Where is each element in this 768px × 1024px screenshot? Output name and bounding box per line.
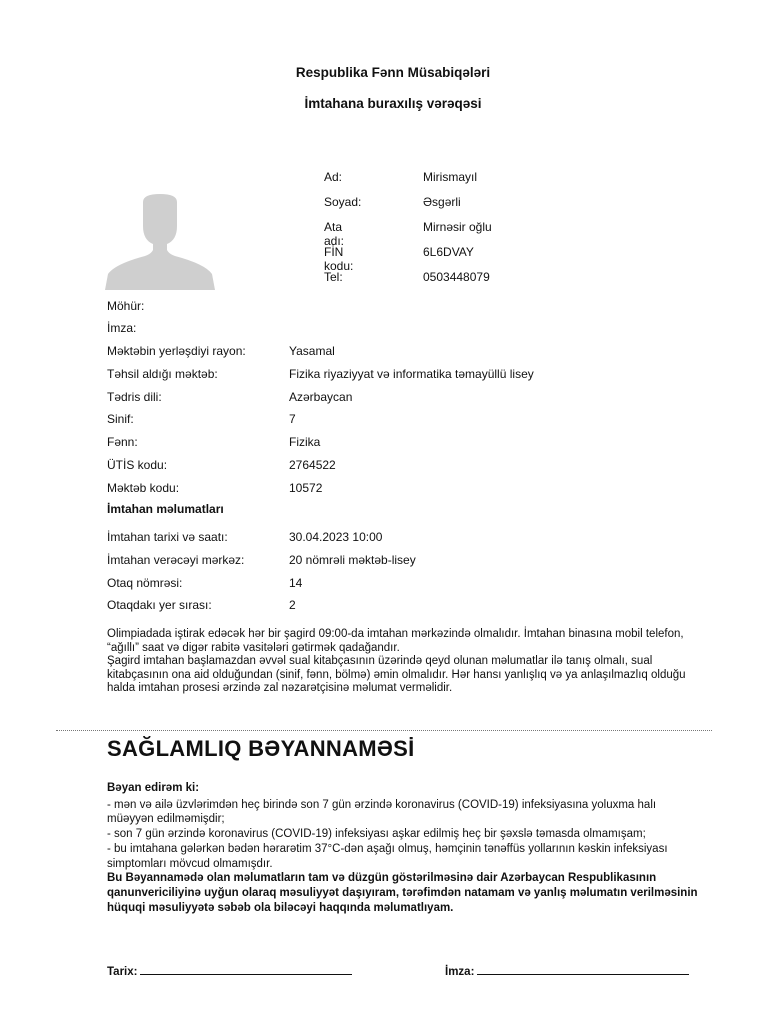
detail-label: Tədris dili: bbox=[107, 389, 162, 404]
footer-signature-label: İmza: bbox=[445, 966, 475, 978]
exam-label: Otaq nömrəsi: bbox=[107, 575, 183, 590]
date-label: Tarix: bbox=[107, 966, 138, 978]
exam-info bbox=[107, 530, 707, 621]
detail-row-utis-code bbox=[107, 458, 707, 481]
declaration-item: - mən və ailə üzvlərimdən heç birində son 7 gün ərzində koronavirus (COVID-19) infeksiyasına yoluxma halı müəyyən edilməmişdir; bbox=[107, 798, 657, 826]
signature-field bbox=[445, 964, 689, 978]
declaration-intro: Bəyan edirəm ki: bbox=[107, 782, 200, 794]
exam-row-room bbox=[107, 576, 707, 599]
info-label: FİN kodu: bbox=[324, 245, 354, 273]
signature-label: İmza: bbox=[107, 321, 137, 335]
detail-value: Fizika riyaziyyat və informatika təmayüllü lisey bbox=[289, 366, 534, 381]
info-value: Əsgərli bbox=[423, 195, 461, 209]
detail-label: Fənn: bbox=[107, 435, 138, 450]
exam-row-datetime bbox=[107, 530, 707, 553]
cut-line bbox=[56, 730, 712, 731]
detail-value: Yasamal bbox=[289, 344, 335, 358]
competition-title: Respublika Fənn Müsabiqələri bbox=[295, 65, 491, 80]
info-value: 0503448079 bbox=[423, 270, 490, 284]
exam-value: 14 bbox=[289, 575, 303, 590]
detail-row-subject bbox=[107, 435, 707, 458]
date-field bbox=[107, 964, 352, 978]
declaration-item: - bu imtahana gələrkən bədən hərarətim 37°C-dən aşağı olmuş, həmçinin tənəffüs yollarının kəskin infeksiyası simptomları mövcud olmamışdır. bbox=[107, 842, 668, 870]
health-declaration bbox=[107, 781, 705, 915]
info-value: 6L6DVAY bbox=[423, 245, 474, 259]
detail-label: Məktəb kodu: bbox=[107, 480, 180, 495]
detail-label: Məktəbin yerləşdiyi rayon: bbox=[107, 344, 246, 358]
instructions bbox=[107, 628, 702, 696]
info-label: Soyad: bbox=[324, 195, 362, 209]
detail-value: Azərbaycan bbox=[289, 389, 353, 404]
detail-value: 7 bbox=[289, 412, 296, 427]
declaration-statement: Bu Bəyannamədə olan məlumatların tam və düzgün göstərilməsinə dair Azərbaycan Respublikasının qanunvericiliyinə uyğun olaraq məsuliyyət daşıyıram, tərəfimdən natamam və yanlış məlumatın verilməsinin hüquqi məsuliyyətə səbəb ola biləcəyi haqqında məlumatlıyam. bbox=[107, 872, 698, 914]
exam-value: 30.04.2023 10:00 bbox=[289, 530, 383, 544]
exam-label: Otaqdakı yer sırası: bbox=[107, 598, 212, 613]
exam-label: İmtahan tarixi və saatı: bbox=[107, 530, 228, 544]
info-value: Mirnəsir oğlu bbox=[423, 220, 492, 234]
detail-row-grade bbox=[107, 412, 707, 435]
detail-row-school bbox=[107, 367, 707, 390]
detail-value: 2764522 bbox=[289, 457, 336, 472]
detail-label: ÜTİS kodu: bbox=[107, 457, 168, 472]
health-declaration-title: SAĞLAMLIQ BƏYANNAMƏSİ bbox=[107, 736, 415, 761]
detail-row-language bbox=[107, 390, 707, 413]
stamp-label: Möhür: bbox=[107, 299, 145, 313]
detail-value: Fizika bbox=[289, 435, 321, 450]
info-label: Ata adı: bbox=[324, 220, 345, 248]
exam-label: İmtahan verəcəyi mərkəz: bbox=[107, 552, 245, 567]
signature-line[interactable] bbox=[477, 964, 689, 975]
instruction-paragraph: Olimpiadada iştirak edəcək hər bir şagird 09:00-da imtahan mərkəzində olmalıdır. İmtahan binasına mobil telefon, “ağıllı” saat və digər rabitə vasitələri gətirmək qadağandır. bbox=[107, 628, 684, 654]
declaration-item: - son 7 gün ərzində koronavirus (COVID-19) infeksiyası aşkar edilmiş heç bir şəxslə təmasda olmamışam; bbox=[107, 828, 646, 841]
info-label: Tel: bbox=[324, 270, 343, 284]
exam-info-heading: İmtahan məlumatları bbox=[107, 502, 224, 516]
detail-label: Sinif: bbox=[107, 412, 134, 427]
date-line[interactable] bbox=[140, 964, 352, 975]
detail-label: Təhsil aldığı məktəb: bbox=[107, 366, 218, 381]
school-details bbox=[107, 344, 707, 504]
person-silhouette-icon bbox=[105, 194, 215, 290]
sheet-title: İmtahana buraxılış vərəqəsi bbox=[304, 96, 482, 111]
info-value: Mirismayıl bbox=[423, 170, 477, 184]
info-label: Ad: bbox=[324, 170, 343, 184]
detail-row-district bbox=[107, 344, 707, 367]
detail-row-school-code bbox=[107, 481, 707, 504]
exam-value: 2 bbox=[289, 598, 296, 613]
exam-row-seat bbox=[107, 598, 707, 621]
exam-value: 20 nömrəli məktəb-lisey bbox=[289, 552, 416, 567]
instruction-paragraph: Şagird imtahan başlamazdan əvvəl sual kitabçasının üzərində qeyd olunan məlumatlar ilə tanış olmalı, sual kitabçasının ona aid olduğundan (sinif, fənn, bölmə) əmin olmalıdır. Hər hansı yanlışlıq və ya anlaşılmazlıq olduğu halda imtahan prosesi ərzində zal nəzarətçisinə məlumat verməlidir. bbox=[107, 655, 686, 695]
detail-value: 10572 bbox=[289, 480, 323, 495]
exam-row-center bbox=[107, 553, 707, 576]
